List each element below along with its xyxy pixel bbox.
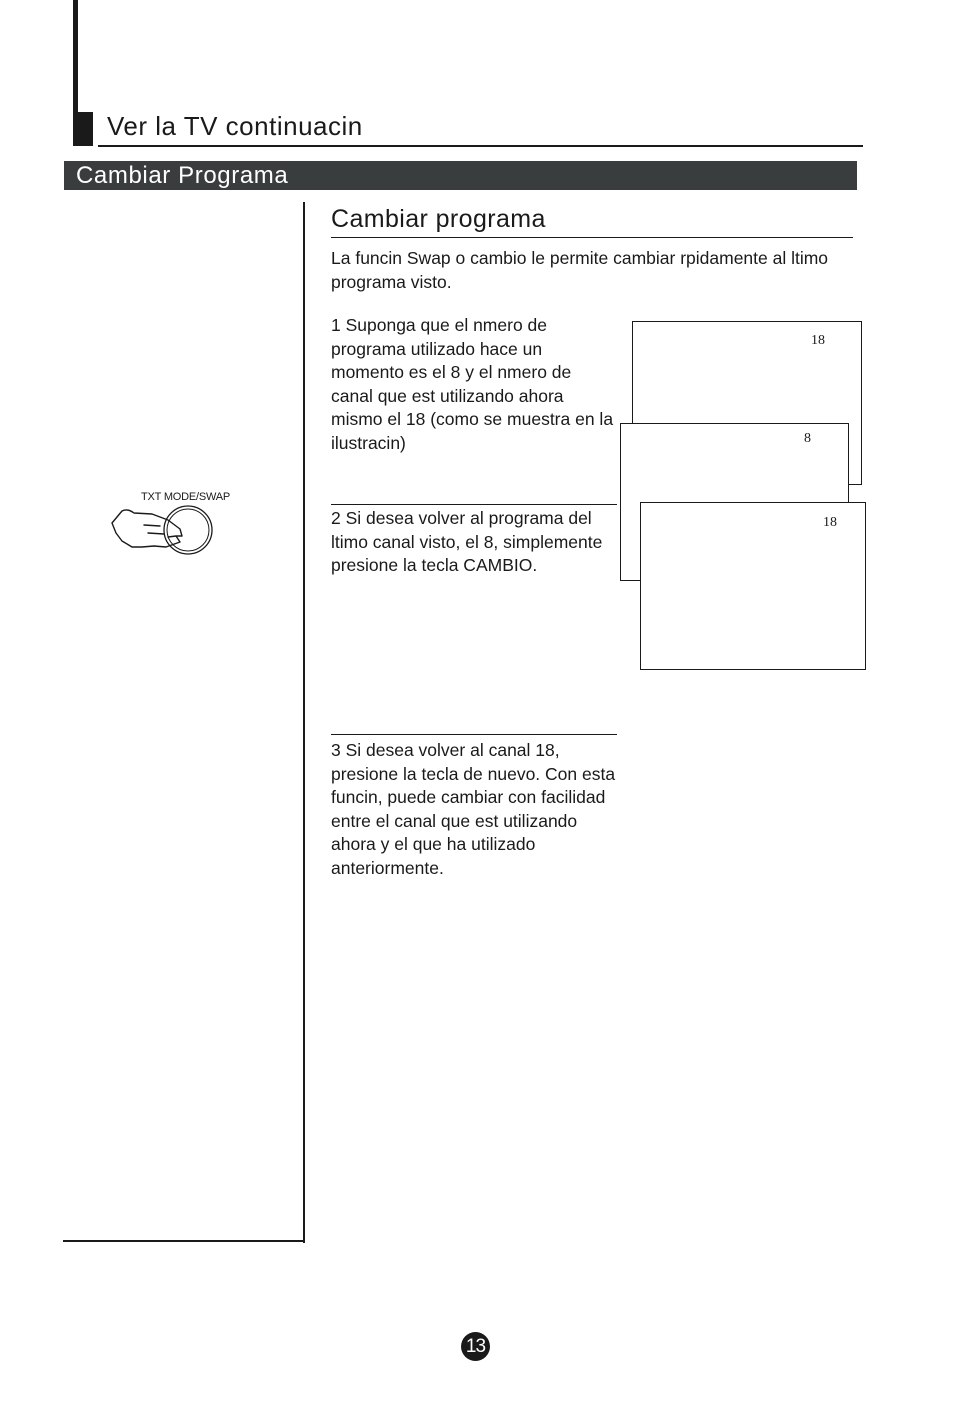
step-1-text: 1 Suponga que el nmero de programa utilizado hace un momento es el 8 y el nmero de canal que est utilizando ahora mismo el 18 (como se muestra en la ilustracin) bbox=[331, 315, 614, 453]
section-title: Cambiar Programa bbox=[76, 162, 289, 189]
step-divider bbox=[331, 734, 617, 735]
page-title: Ver la TV continuacin bbox=[107, 111, 363, 141]
header-divider bbox=[98, 145, 863, 147]
subsection-title: Cambiar programa bbox=[331, 205, 546, 233]
column-divider bbox=[303, 202, 305, 1243]
channel-number: 18 bbox=[811, 333, 825, 348]
step-divider bbox=[331, 504, 617, 505]
column-bottom-rule bbox=[63, 1240, 305, 1242]
step-3-text: 3 Si desea volver al canal 18, presione la tecla de nuevo. Con esta funcin, puede cambiar con facilidad entre el canal que est utilizando ahora y el que ha utilizado anteriormente. bbox=[331, 740, 616, 878]
section-header-bar bbox=[64, 161, 857, 190]
header-marker-block bbox=[73, 112, 93, 146]
step-2-text: 2 Si desea volver al programa del ltimo canal visto, el 8, simplemente presione la tecla CAMBIO. bbox=[331, 508, 603, 575]
tv-screen-swapped bbox=[640, 502, 866, 670]
hand-pressing-button-icon bbox=[110, 503, 216, 559]
channel-number: 8 bbox=[804, 431, 811, 446]
remote-button-label: TXT MODE/SWAP bbox=[141, 491, 231, 503]
intro-paragraph: La funcin Swap o cambio le permite cambiar rpidamente al ltimo programa visto. bbox=[331, 248, 829, 292]
page-number: 13 bbox=[461, 1332, 490, 1361]
subsection-divider bbox=[331, 237, 853, 238]
channel-number: 18 bbox=[823, 515, 837, 530]
